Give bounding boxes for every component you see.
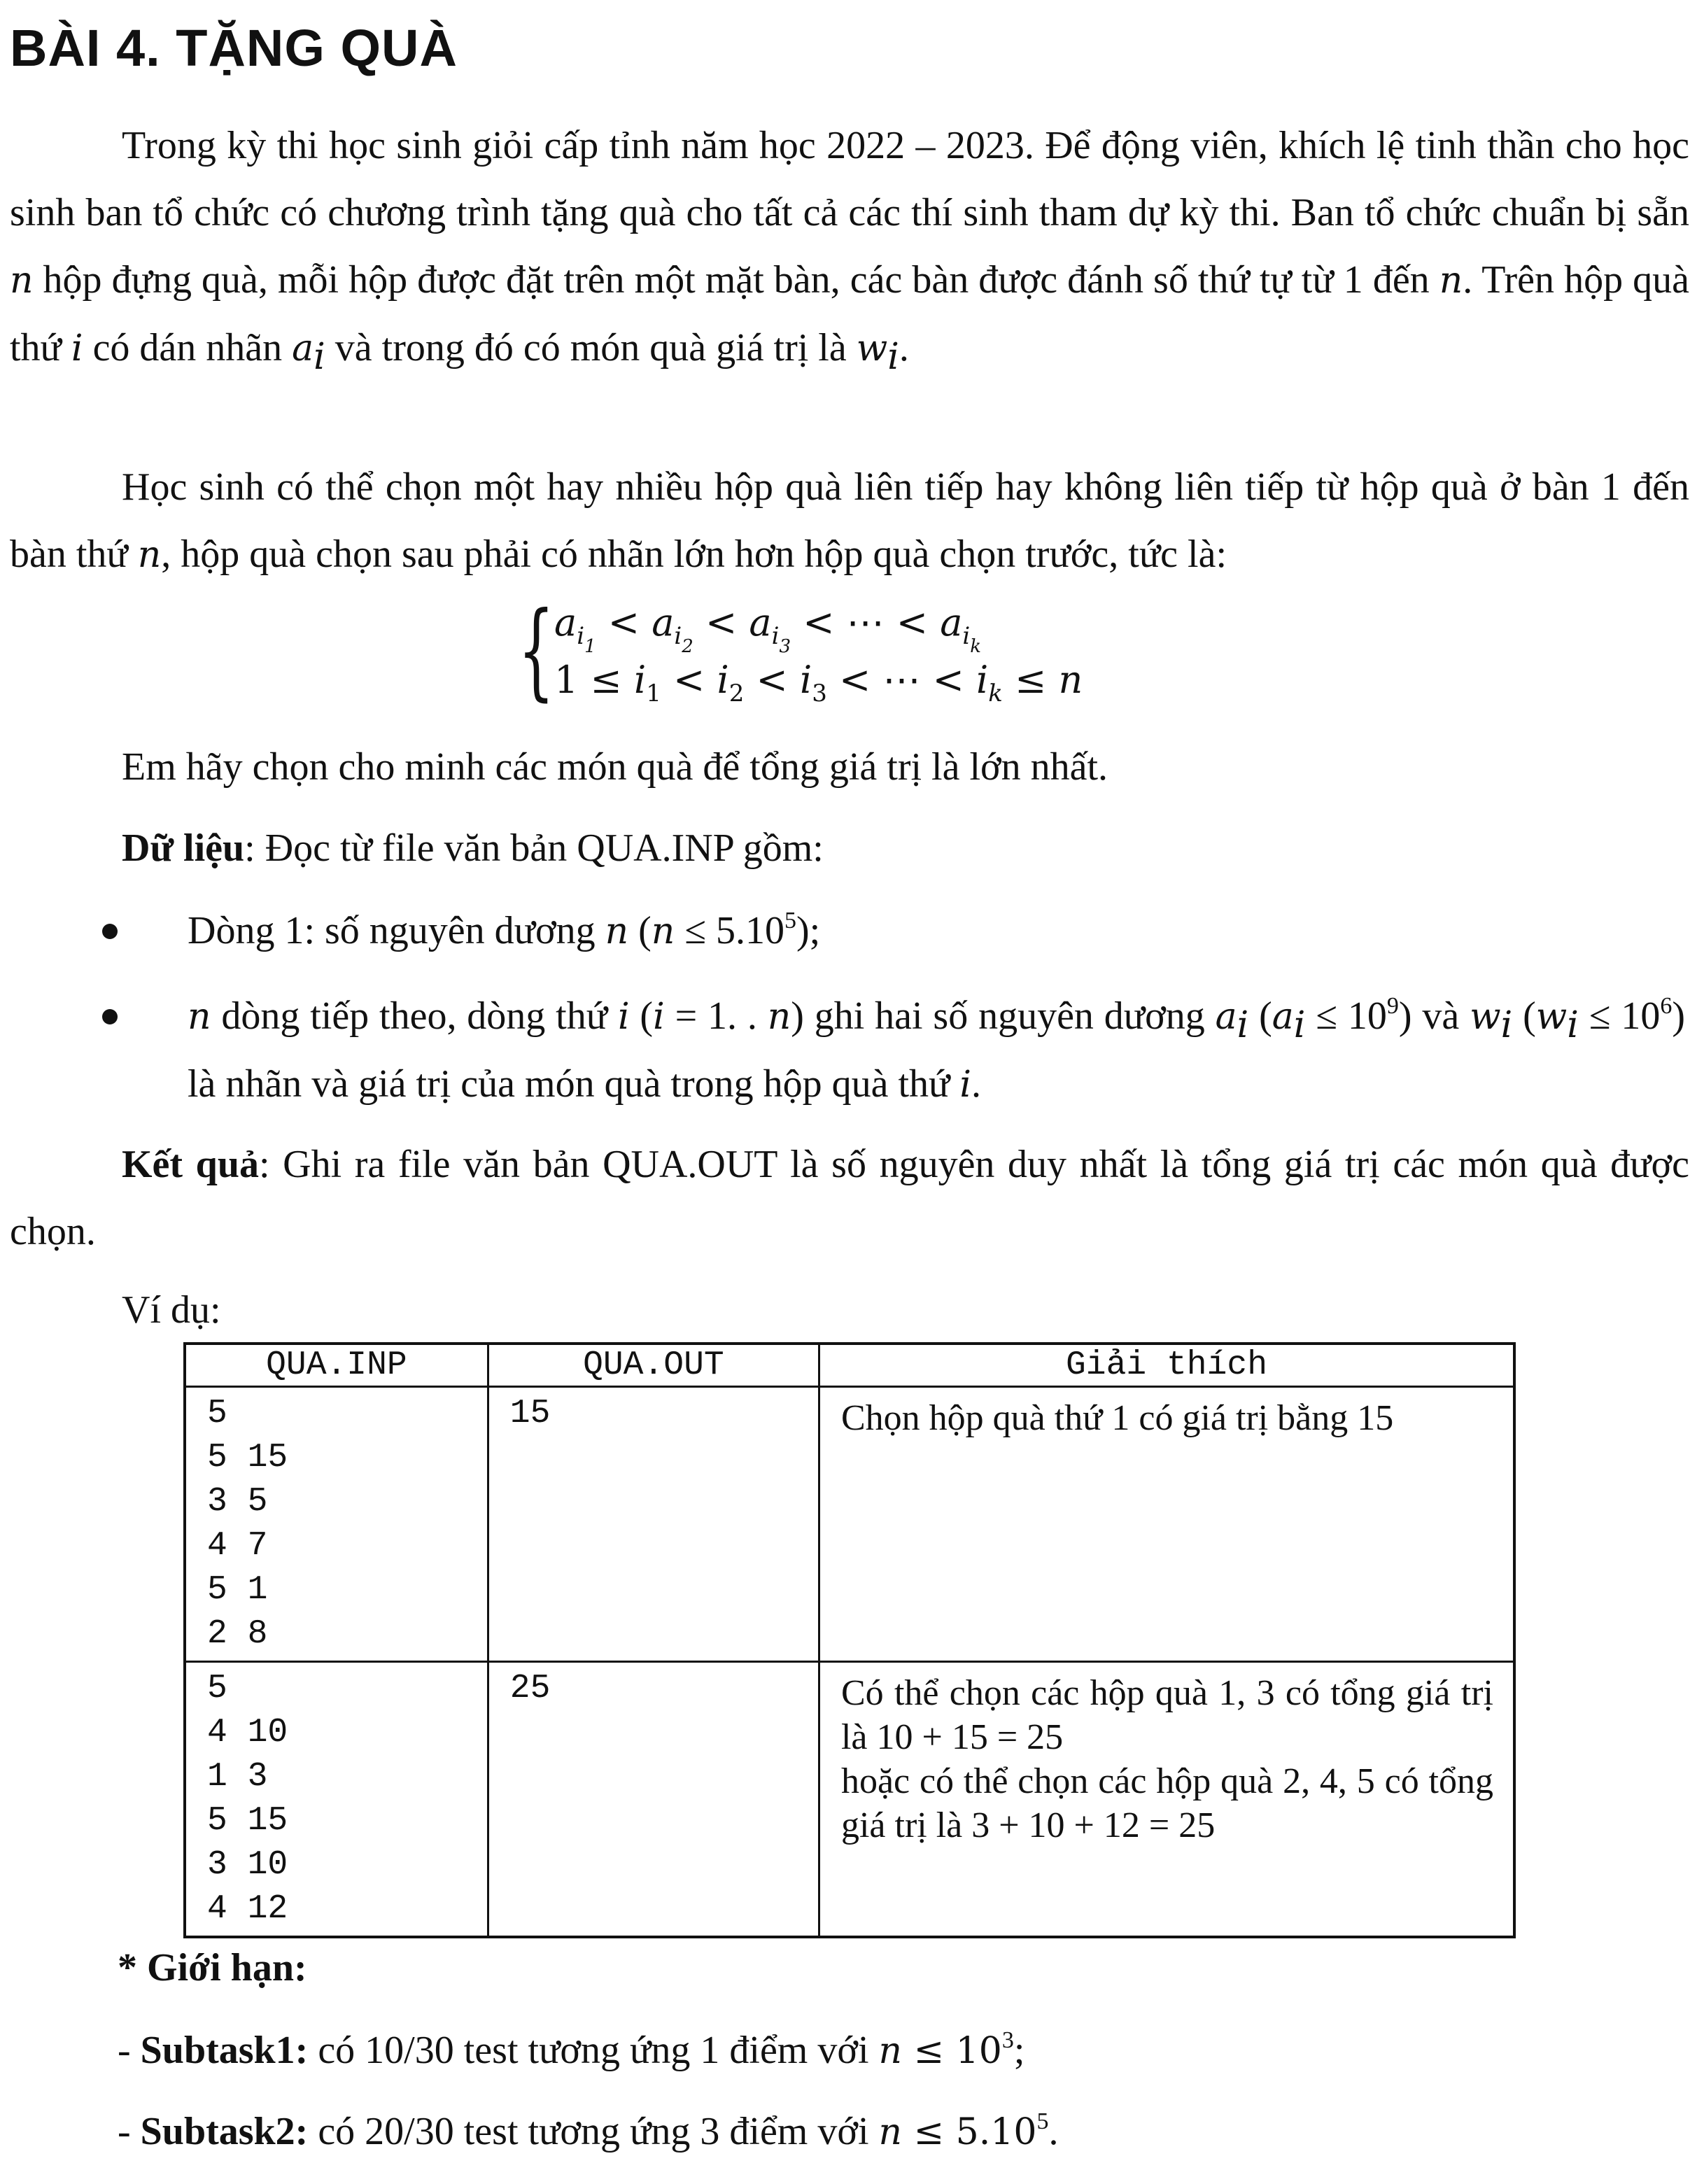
limits-heading: * Giới hạn: [118, 1946, 307, 1989]
table-header: QUA.INP [185, 1344, 488, 1387]
bullet-dot [102, 924, 118, 939]
intro-paragraph-1: Trong kỳ thi học sinh giỏi cấp tỉnh năm học 2022 – 2023. Để động viên, khích lệ tinh thần cho học sinh ban tổ chức có chương trình tặng quà cho tất cả các thí sinh tham dự kỳ thi. Ban tổ chức chuẩn bị sẵn n hộp đựng quà, mỗi hộp được đặt trên một mặt bàn, các bàn được đánh số thứ tự từ 1 đến n. Trên hộp quà thứ i có dán nhãn $a_i$ và trong đó có món quà giá trị là $w_i$. [10, 124, 1689, 378]
table-header: Giải thích [819, 1344, 1514, 1387]
output-label: Kết quả [122, 1143, 259, 1186]
example-label: Ví dụ: [122, 1288, 221, 1332]
inequality-line-1: $a_{i_1} < a_{i_2} < a_{i_3}$ < ⋯ < $a_{i_k}$ [554, 600, 982, 657]
table-header-row [185, 1344, 1514, 1387]
table-header: QUA.OUT [488, 1344, 819, 1387]
output-cell: 25 [488, 1662, 819, 1938]
input-bullet-1: Dòng 1: số nguyên dương n $(n \le 5.10^5)$; [188, 897, 1685, 965]
input-bullet-2: n dòng tiếp theo, dòng thứ i (i = 1. . n) ghi hai số nguyên dương $a_i$ $(a_i \le 10^9)$ và $w_i$ $(w_i \le 10^6)$ là nhãn và giá trị của món quà trong hộp quà thứ i. [188, 982, 1685, 1118]
input-cell: 5 5 15 3 5 4 7 5 1 2 8 [185, 1387, 488, 1662]
inequality-line-2: $1 \le i_1 < i_2 < i_3$ < ⋯ < $i_k \le n$ [554, 658, 1083, 707]
problem-title: BÀI 4. TẶNG QUÀ [10, 19, 458, 77]
input-cell: 5 4 10 1 3 5 15 3 10 4 12 [185, 1662, 488, 1938]
table-row [185, 1387, 1514, 1662]
input-label: Dữ liệu [122, 826, 245, 870]
explanation-cell: Có thể chọn các hộp quà 1, 3 có tổng giá trị là 10 + 15 = 25 hoặc có thể chọn các hộp quà 2, 4, 5 có tổng giá trị là 3 + 10 + 12 = 25 [819, 1662, 1514, 1938]
explanation-cell: Chọn hộp quà thứ 1 có giá trị bằng 15 [819, 1387, 1514, 1662]
output-description: Kết quả: Ghi ra file văn bản QUA.OUT là số nguyên duy nhất là tổng giá trị các món quà được chọn. [10, 1143, 1689, 1253]
table-row [185, 1662, 1514, 1938]
bullet-dot [102, 1009, 118, 1024]
example-table [183, 1342, 1516, 1938]
input-description: Dữ liệu: Đọc từ file văn bản QUA.INP gồm: [122, 826, 824, 870]
intro-paragraph-3: Em hãy chọn cho minh các món quà để tổng giá trị là lớn nhất. [122, 745, 1108, 789]
subtask-1: - Subtask1: có 10/30 test tương ứng 1 điểm với $n \le 10^3$; [118, 2027, 1025, 2072]
subtask-2: - Subtask2: có 20/30 test tương ứng 3 điểm với $n \le 5.10^5$. [118, 2108, 1059, 2153]
left-brace: { [518, 590, 555, 712]
intro-paragraph-2: Học sinh có thể chọn một hay nhiều hộp quà liên tiếp hay không liên tiếp từ hộp quà ở bàn 1 đến bàn thứ n, hộp quà chọn sau phải có nhãn lớn hơn hộp quà chọn trước, tức là: [10, 465, 1689, 576]
output-cell: 15 [488, 1387, 819, 1662]
